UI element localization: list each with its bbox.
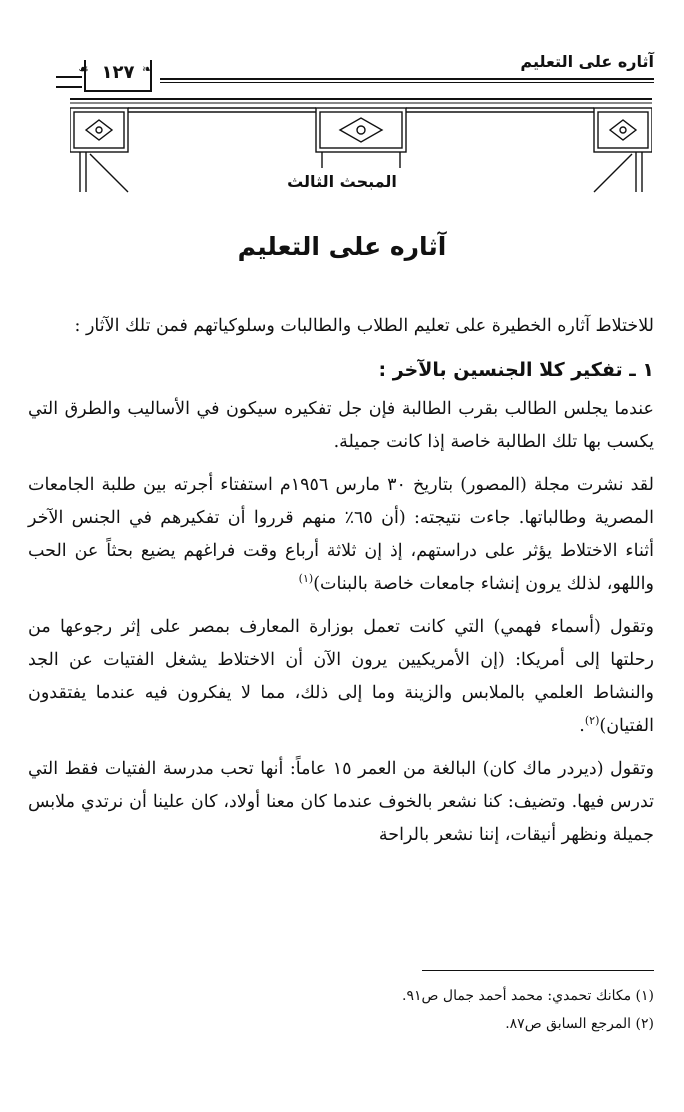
footnote-ref-2: (٢) (584, 714, 600, 728)
paragraph-1: عندما يجلس الطالب بقرب الطالبة فإن جل تفكيره سيكون في الأساليب والطرق التي يكسب بها تلك الطالبة خاصة إذا كانت جميلة. (28, 399, 654, 452)
footnote-rule (422, 970, 654, 971)
paragraph-3-text: وتقول (أسماء فهمي) التي كانت تعمل بوزارة المعارف بمصر على إثر رجوعها من رحلتها إلى أمريكا: (إن الأمريكيين يرون الآن أن الاختلاط يشغل الفتيات عن الجد والنشاط العلمي بالملابس والزينة وما إلى ذلك، مما لا يفكرون فيه عندما يفتقدون الفتيان) (28, 617, 654, 736)
footnote-2: (٢) المرجع السابق ص٨٧. (505, 1016, 654, 1032)
fleuron-icon: ❧ (142, 62, 153, 76)
running-title: آثاره على التعليم (520, 52, 654, 71)
paragraph-2 (28, 469, 654, 601)
paragraph-4: وتقول (ديردر ماك كان) البالغة من العمر ١٥ عاماً: أنها تحب مدرسة الفتيات فقط التي تدرس فيها. وتضيف: كنا نشعر بالخوف عندما كان معنا أولاد، كان علينا أن نرتدي ملابس جميلة ونظهر أنيقات، إننا نشعر بالراحة (28, 759, 654, 845)
paragraph-3 (28, 611, 654, 743)
subheading: ١ ـ تفكير كلا الجنسين بالآخر : (378, 359, 654, 381)
section-label: المبحث الثالث (287, 172, 397, 191)
page-number-flank-left (56, 76, 82, 88)
footnotes (28, 982, 654, 1038)
header-rule-thin (160, 82, 654, 83)
fleuron-icon: ☙ (78, 62, 89, 76)
body-text (28, 310, 654, 862)
intro-paragraph: للاختلاط آثاره الخطيرة على تعليم الطلاب والطالبات وسلوكياتهم فمن تلك الآثار : (74, 316, 654, 336)
footnote-1: (١) مكانك تحمدي: محمد أحمد جمال ص٩١. (402, 988, 654, 1004)
paragraph-3-end: . (579, 716, 585, 736)
paragraph-2-text: لقد نشرت مجلة (المصور) بتاريخ ٣٠ مارس ١٩٥٦م استفتاء أجرته بين طلبة الجامعات المصرية وطالباتها. جاءت نتيجته: (أن ٦٥٪ منهم قرروا أن تفكيرهم في الجنس الآخر أثناء الاختلاط يؤثر على دراستهم، إذ إن ثلاثة أرباع وقت فراغهم يضيع بحثاً عن الحب واللهو، لذلك يرون إنشاء جامعات خاصة بالبنات) (28, 475, 654, 594)
header-rule (160, 78, 654, 80)
page-number: ١٢٧ (84, 60, 152, 92)
chapter-title: آثاره على التعليم (237, 232, 447, 261)
footnote-ref-1: (١) (298, 572, 314, 586)
